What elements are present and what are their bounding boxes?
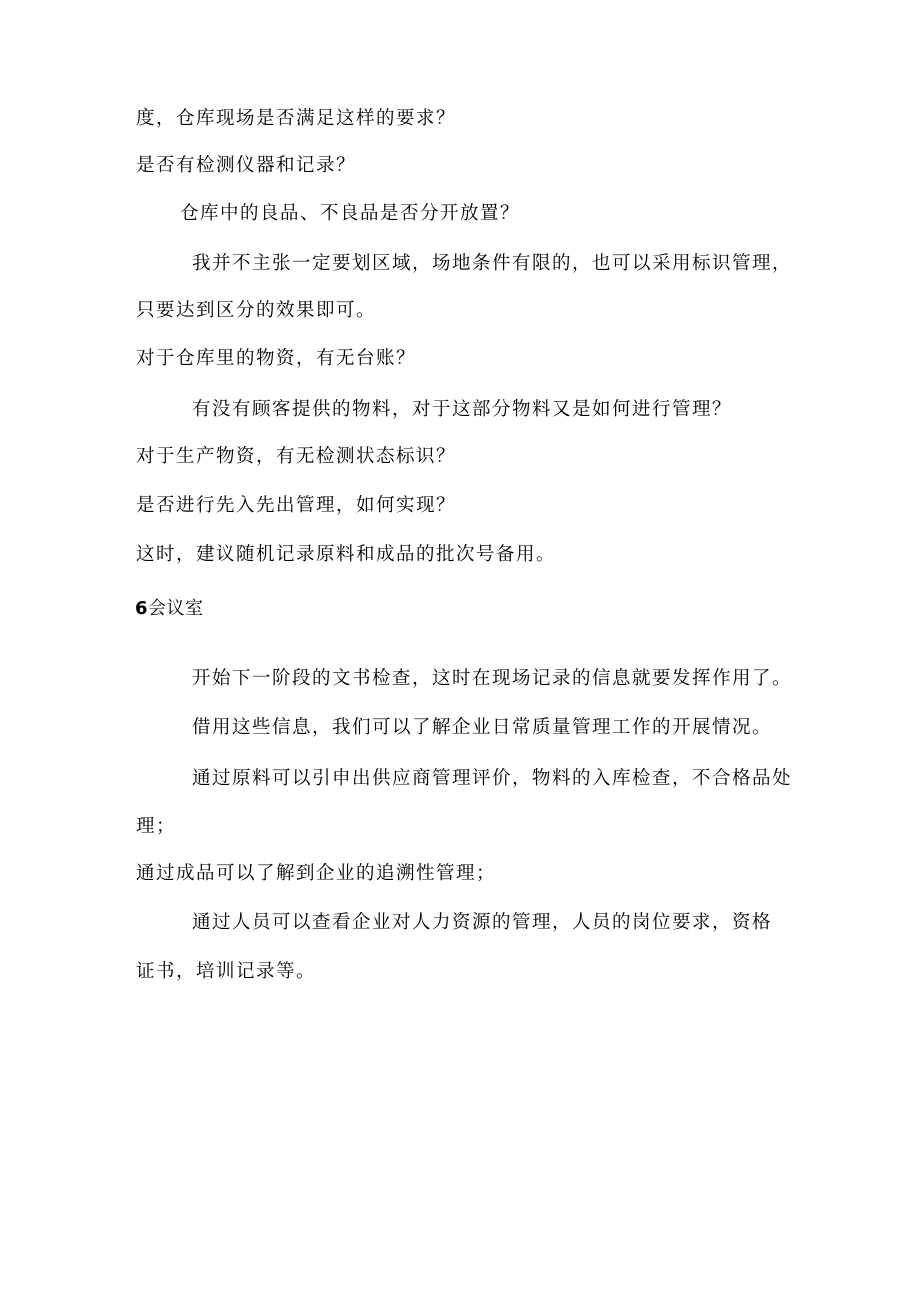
paragraph-line: 仓库中的良品、不良品是否分开放置？ (180, 203, 521, 224)
paragraph-line: 这时，建议随机记录原料和成品的批次号备用。 (136, 544, 557, 565)
paragraph-line: 度，仓库现场是否满足这样的要求？ (136, 108, 457, 129)
paragraph-line: 只要达到区分的效果即可。 (136, 300, 377, 321)
paragraph-line: 借用这些信息，我们可以了解企业日常质量管理工作的开展情况。 (192, 717, 773, 738)
section-number: 6 (135, 598, 149, 619)
paragraph-line: 有没有顾客提供的物料，对于这部分物料又是如何进行管理？ (192, 399, 733, 420)
section-title: 会议室 (148, 598, 204, 619)
paragraph-line: 通过人员可以查看企业对人力资源的管理，人员的岗位要求，资格 (192, 912, 773, 933)
paragraph-line: 通过成品可以了解到企业的追溯性管理； (136, 863, 497, 884)
paragraph-line: 理； (136, 816, 177, 837)
paragraph-line: 对于生产物资，有无检测状态标识？ (136, 446, 457, 467)
paragraph-line: 对于仓库里的物资，有无台账？ (136, 348, 417, 369)
paragraph-line: 是否有检测仪器和记录？ (136, 155, 357, 176)
paragraph-line: 开始下一阶段的文书检查，这时在现场记录的信息就要发挥作用了。 (192, 668, 793, 689)
paragraph-line: 证书，培训记录等。 (136, 961, 317, 982)
paragraph-line: 是否进行先入先出管理，如何实现？ (136, 495, 457, 516)
paragraph-line: 我并不主张一定要划区域，场地条件有限的，也可以采用标识管理， (192, 253, 793, 274)
section-heading (135, 597, 204, 621)
paragraph-line: 通过原料可以引申出供应商管理评价，物料的入库检查，不合格品处 (192, 768, 793, 789)
